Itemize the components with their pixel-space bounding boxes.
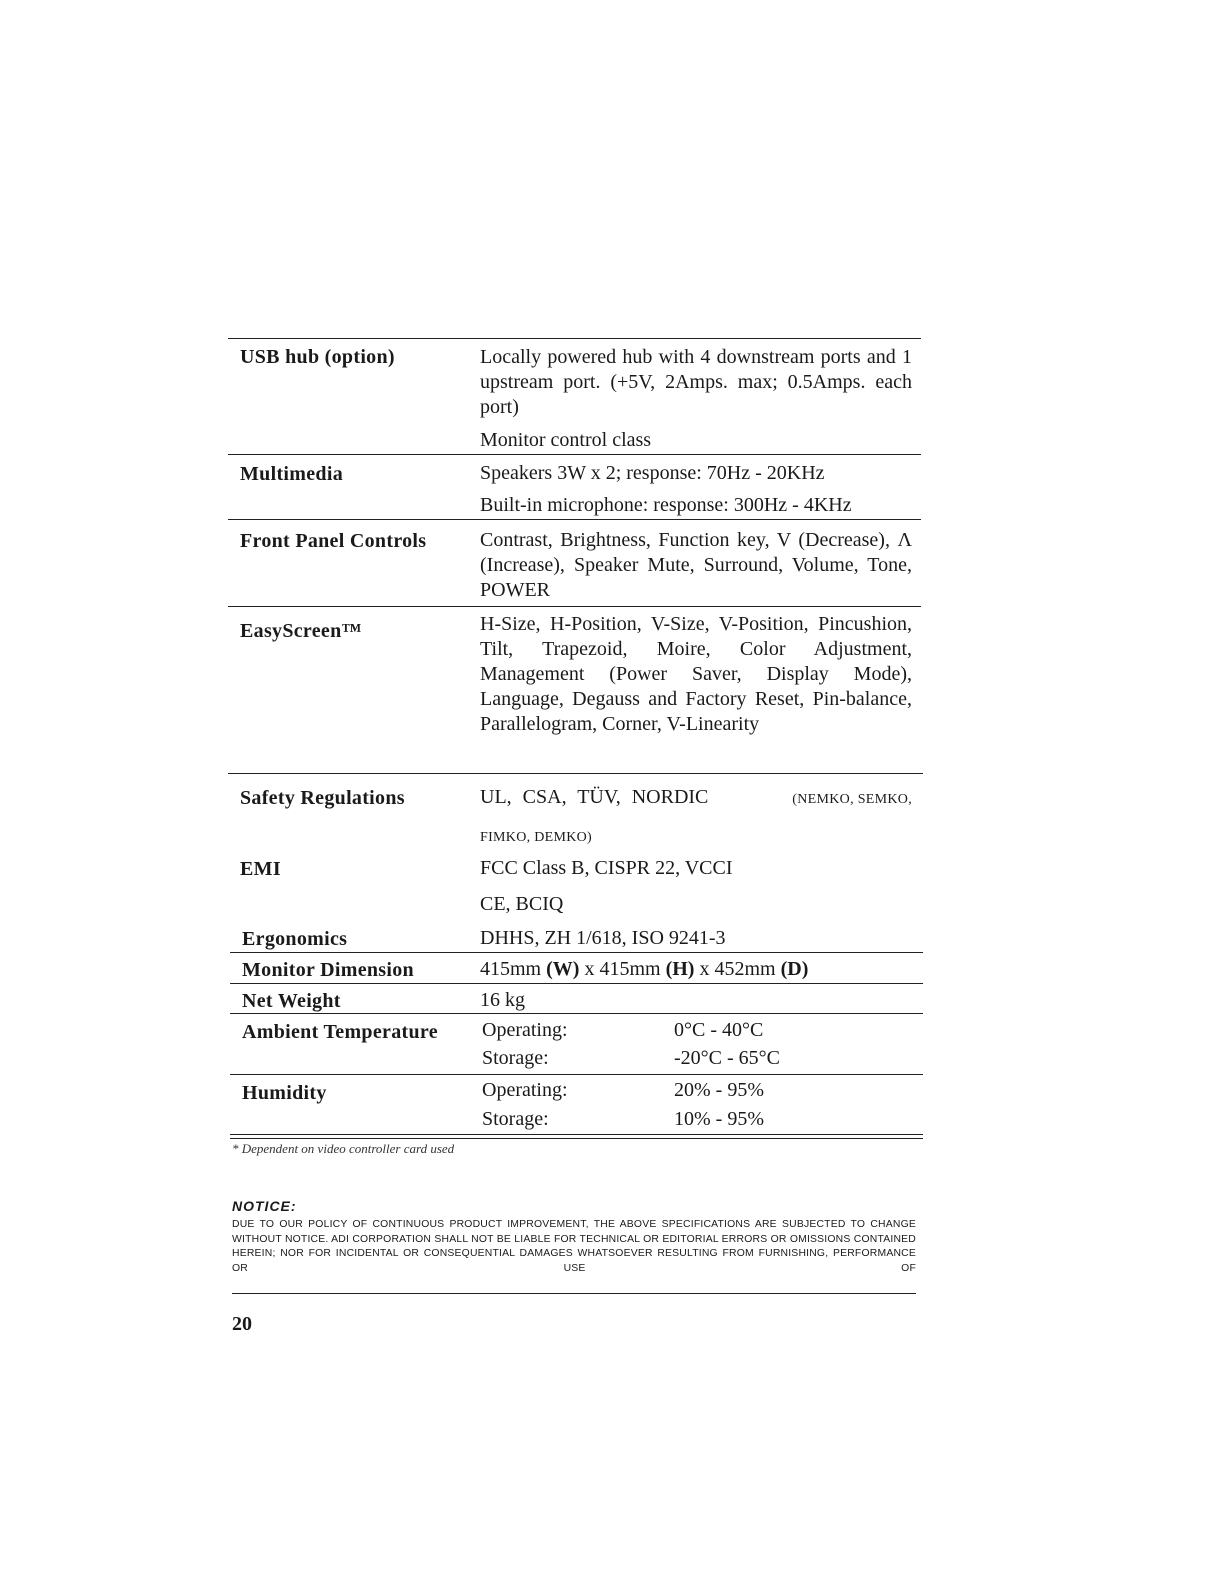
monitor-dimension-value (480, 957, 912, 982)
footnote: * Dependent on video controller card used (232, 1141, 455, 1156)
usb-hub-label: USB hub (option) (240, 346, 395, 368)
dimension-sep: x (699, 958, 710, 980)
dimension-height: 415mm (599, 958, 661, 980)
dimension-width: 415mm (480, 958, 542, 980)
easyscreen-label: EasyScreen™ (240, 620, 362, 642)
notice-body: DUE TO OUR POLICY OF CONTINUOUS PRODUCT IMPROVEMENT, THE ABOVE SPECIFICATIONS ARE SUBJECTED TO CHANGE WITHOUT NOTICE. ADI CORPORATION SHALL NOT BE LIABLE FOR TECHNICAL OR EDITORIAL ERRORS OR OMISSIONS CONTAINED HEREIN; NOR FOR INCIDENTAL OR CONSEQUENTIAL DAMAGES WHATSOEVER RESULTING FROM FURNISHING, PERFORMANCE OR USE OF (232, 1219, 916, 1274)
safety-main: UL, CSA, TÜV, NORDIC (480, 786, 709, 808)
multimedia-value: Speakers 3W x 2; response: 70Hz - 20KHz (480, 462, 825, 484)
dimension-depth-tag: (D) (780, 958, 809, 980)
usb-hub-value: Locally powered hub with 4 downstream ports and 1 upstream port. (+5V, 2Amps. max; 0.5Amps. each port) (480, 346, 912, 418)
row-divider (228, 454, 921, 455)
emi-label: EMI (240, 858, 281, 880)
front-panel-controls-value: Contrast, Brightness, Function key, V (Decrease), Λ (Increase), Speaker Mute, Surround, Volume, Tone, POWER (480, 529, 912, 601)
front-panel-controls-label: Front Panel Controls (240, 530, 427, 552)
ambient-temperature-label: Ambient Temperature (242, 1021, 438, 1043)
humidity-operating-value: 20% - 95% (674, 1079, 764, 1101)
table-top-rule (228, 338, 921, 339)
multimedia-value-2: Built-in microphone: response: 300Hz - 4KHz (480, 494, 852, 516)
safety-agencies: (NEMKO, SEMKO, (792, 792, 912, 807)
row-divider (230, 952, 923, 953)
temperature-operating-label: Operating: (482, 1019, 568, 1041)
notice-heading: NOTICE: (232, 1198, 297, 1214)
monitor-dimension-label: Monitor Dimension (242, 959, 414, 981)
temperature-storage-label: Storage: (482, 1047, 549, 1069)
dimension-width-tag: (W) (546, 958, 580, 980)
dimension-height-tag: (H) (665, 958, 695, 980)
table-bottom-rule (230, 1134, 923, 1135)
dimension-sep: x (584, 958, 595, 980)
multimedia-label: Multimedia (240, 463, 343, 485)
row-divider (230, 1013, 923, 1014)
notice-rule (232, 1293, 916, 1294)
humidity-operating-label: Operating: (482, 1079, 568, 1101)
ergonomics-value: DHHS, ZH 1/618, ISO 9241-3 (480, 927, 726, 949)
row-divider (228, 606, 921, 607)
humidity-storage-value: 10% - 95% (674, 1108, 764, 1130)
humidity-label: Humidity (242, 1082, 327, 1104)
emi-value-2: CE, BCIQ (480, 893, 564, 915)
row-divider (230, 983, 923, 984)
row-divider (228, 519, 921, 520)
easyscreen-value: H-Size, H-Position, V-Size, V-Position, Pincushion, Tilt, Trapezoid, Moire, Color Adjustment, Management (Power Saver, Display Mode), Language, Degauss and Factory Reset, Pin-balance, Parallelogram, Corner, V-Linearity (480, 613, 912, 735)
row-divider (230, 1074, 923, 1075)
humidity-storage-label: Storage: (482, 1108, 549, 1130)
temperature-storage-value: -20°C - 65°C (674, 1047, 780, 1069)
usb-hub-value-2: Monitor control class (480, 429, 652, 451)
safety-regulations-label: Safety Regulations (240, 787, 405, 809)
table-bottom-rule-2 (230, 1138, 923, 1139)
temperature-operating-value: 0°C - 40°C (674, 1019, 764, 1041)
dimension-depth: 452mm (714, 958, 776, 980)
net-weight-label: Net Weight (242, 990, 341, 1012)
emi-value: FCC Class B, CISPR 22, VCCI (480, 857, 733, 879)
row-divider (228, 773, 923, 774)
safety-agencies-2: FIMKO, DEMKO) (480, 830, 593, 845)
safety-regulations-value (480, 785, 912, 812)
ergonomics-label: Ergonomics (242, 928, 348, 950)
page-number: 20 (232, 1313, 252, 1335)
net-weight-value: 16 kg (480, 989, 525, 1011)
